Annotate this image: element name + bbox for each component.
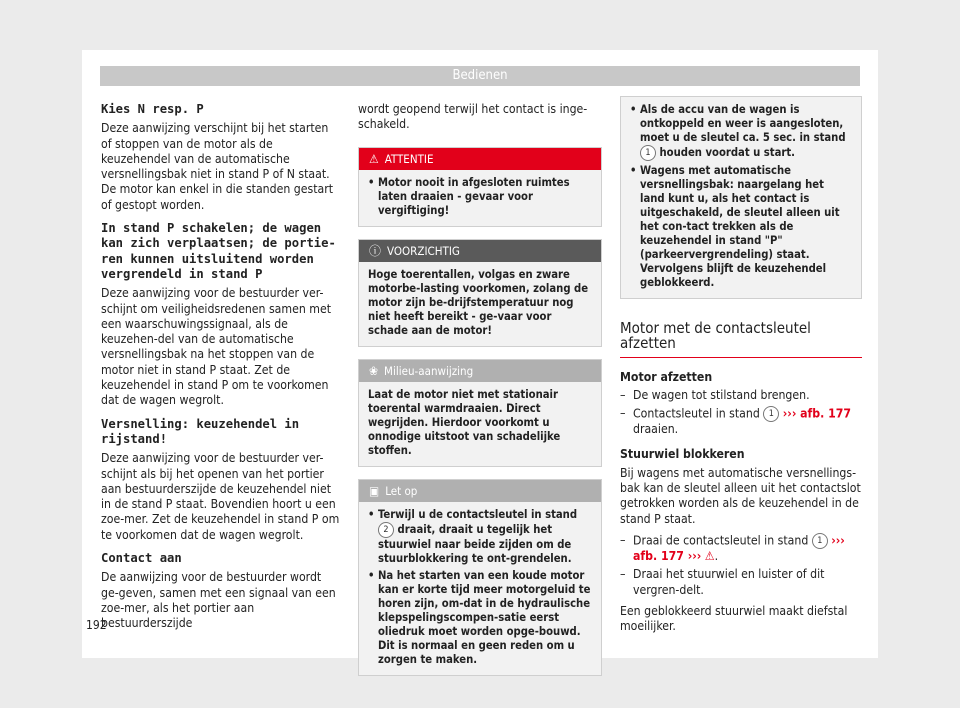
column-left — [101, 102, 341, 632]
paragraph: Deze aanwijzing voor de bestuurder ver-schijnt om veiligheidsredenen samen met een waarschuwingssignaal, als de keuzehen-del van de automatische versnellingsbak na het stoppen van de motor niet in stand P staat. Zet de keuzehendel in stand P om te voorkomen dat de wagen wegrolt. — [101, 286, 331, 408]
paragraph: Een geblokkeerd stuurwiel maakt diefstal moeilijker. — [620, 603, 848, 634]
position-marker: 1 — [640, 145, 656, 161]
step-3: – Draai de contactsleutel in stand 1 ››› afb. 177 ››› ⚠. — [620, 533, 862, 564]
column-middle — [358, 102, 602, 676]
environment-header — [359, 360, 601, 382]
figure-link[interactable]: ››› afb. 177 ››› — [633, 533, 845, 563]
warning-triangle-icon: ⚠ — [704, 548, 715, 563]
note-icon: ▣ — [369, 483, 380, 498]
note-bullet-1: • Terwijl u de contactsleutel in stand 2 draait, draait u tegelijk het stuurwiel naar beide zijden om de stuurblokkering te ont-grendelen. — [368, 508, 592, 566]
column-right — [620, 96, 862, 634]
position-marker: 2 — [378, 522, 394, 538]
section-title: Motor met de contactsleutel afzetten — [620, 321, 862, 358]
figure-link[interactable]: ››› afb. 177 — [782, 406, 852, 421]
attention-text: • Motor nooit in afgesloten ruimtes laten draaien - gevaar voor vergiftiging! — [368, 176, 592, 218]
caution-header — [359, 240, 601, 262]
environment-box — [358, 359, 602, 467]
caution-circle-icon: ⓘ — [369, 243, 382, 258]
heading-contact-aan: Contact aan — [101, 551, 182, 566]
heading-kies-n-p: Kies N resp. P — [101, 102, 204, 116]
subheading-motor-afzetten: Motor afzetten — [620, 369, 713, 384]
caution-title: VOORZICHTIG — [387, 243, 460, 258]
environment-text: Laat de motor niet met stationair toerental warmdraaien. Direct wegrijden. Hierdoor voorkomt u onnodige uitstoot van schadelijke stoffen. — [368, 387, 561, 457]
caution-text: Hoge toerentallen, volgas en zware motorbe-lasting voorkomen, zolang de motor zijn be-drijfstemperatuur nog niet heeft bereikt - ge-vaar voor schade aan de motor! — [368, 267, 589, 337]
subheading-stuurwiel: Stuurwiel blokkeren — [620, 447, 745, 462]
warning-triangle-icon: ⚠ — [369, 151, 379, 166]
paragraph: De aanwijzing voor de bestuurder wordt ge-geven, samen met een signaal van een zoe-mer, als het portier aan bestuurderszijde — [101, 570, 336, 631]
note-box — [358, 479, 602, 676]
attention-title: ATTENTIE — [384, 151, 434, 166]
page-header: Bedienen — [100, 66, 860, 86]
environment-leaf-icon: ❀ — [369, 363, 379, 378]
note-title: Let op — [385, 483, 418, 498]
info-box — [620, 96, 862, 299]
attention-box — [358, 147, 602, 227]
info-bullet-1: • Als de accu van de wagen is ontkoppeld en weer is aangesloten, moet u de sleutel ca. 5 sec. in stand 1 houden voordat u start. — [630, 103, 852, 161]
step-4: – Draai het stuurwiel en luister of dit vergren-delt. — [620, 567, 862, 598]
position-marker: 1 — [812, 533, 828, 549]
paragraph: Deze aanwijzing verschijnt bij het starten of stoppen van de motor als de keuzehendel van de automatische versnellingsbak niet in stand P of N staat. De motor kan enkel in die standen gestart of gestopt worden. — [101, 121, 334, 212]
paragraph: Bij wagens met automatische versnellings-bak kan de sleutel alleen uit het contactslot getrokken worden als de keuzehendel in de stand P staat. — [620, 465, 861, 526]
position-marker: 1 — [763, 406, 779, 422]
step-2: – Contactsleutel in stand 1 ››› afb. 177 draaien. — [620, 406, 862, 437]
note-header — [359, 480, 601, 502]
paragraph: Deze aanwijzing voor de bestuurder ver-schijnt als bij het openen van het portier aan bestuurderszijde de keuzehendel niet in de stand P staat. Bovendien hoort u een zoe-mer. Zet de keuzehendel in stand P om te voorkomen dat de wagen wegrolt. — [101, 451, 340, 542]
step-1: – De wagen tot stilstand brengen. — [620, 388, 862, 403]
attention-header — [359, 148, 601, 170]
heading-rijstand: Versnelling: keuzehendel in rijstand! — [101, 416, 300, 446]
note-bullet-2: • Na het starten van een koude motor kan er korte tijd meer motorgeluid te horen zijn, om-dat in de hydraulische klepspelingscompen-satie eerst oliedruk moet worden opge-bouwd. Dit is normaal en geen reden om u zorgen te maken. — [368, 569, 592, 667]
page-number: 192 — [86, 618, 107, 632]
info-bullet-2: • Wagens met automatische versnellingsbak: naargelang het land kunt u, als het contact is uitgeschakeld, de sleutel alleen uit het con-tact trekken als de keuzehendel in stand "P" (parkeervergrendeling) staat. Vervolgens blijft de keuzehendel geblokkeerd. — [630, 164, 852, 290]
environment-title: Milieu-aanwijzing — [384, 363, 474, 378]
heading-stand-p: In stand P schakelen; de wagen kan zich verplaatsen; de portie-ren kunnen uitsluitend worden vergrendeld in stand P — [101, 221, 336, 281]
paragraph: wordt geopend terwijl het contact is inge-schakeld. — [358, 102, 588, 132]
caution-box — [358, 239, 602, 347]
